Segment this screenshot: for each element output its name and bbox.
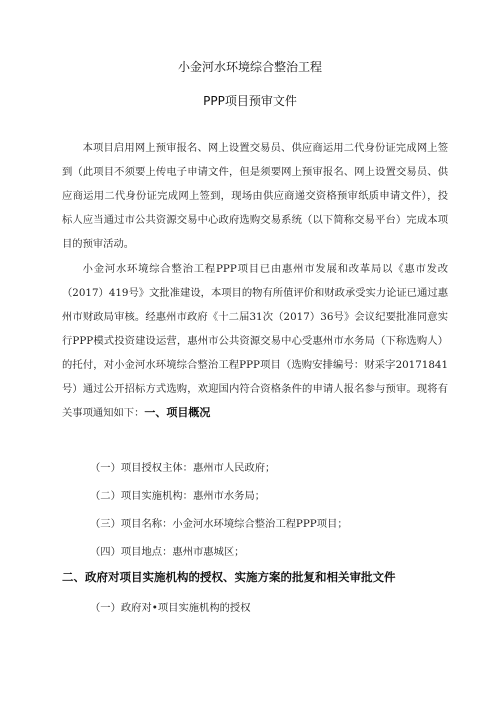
section-heading-authorization: 二、政府对项目实施机构的授权、实施方案的批复和相关审批文件 [62,570,396,584]
list-item-implementing-agency: （二）项目实施机构：惠州市水务局； [90,490,266,502]
list-item-government-authorization: （一）政府对•项目实施机构的授权 [90,602,251,614]
list-item-authorizing-body: （一）项目授权主体：惠州市人民政府； [90,462,276,474]
paragraph-announcement [62,257,448,425]
paragraph-intro: 本项目启用网上预审报名、网上设置交易员、供应商运用二代身份证完成网上签到（此项目不须要上传电子申请文件，但是须要网上预审报名、网上设置交易员、供应商运用二代身份证完成网上签到，现场由供应商递交资格预审纸质申请文件），投标人应当通过市公共资源交易中心政府选购交易系统（以下简称交易平台）完成本项目的预审活动。 [62,142,448,250]
document-subtitle: PPP项目预审文件 [203,94,297,108]
list-item-project-name: （三）项目名称：小金河水环境综合整治工程PPP项目； [90,518,348,530]
document-title: 小金河水环境综合整治工程 [177,60,322,74]
list-item-project-location: （四）项目地点：惠州市惠城区； [90,546,245,558]
paragraph-announcement-text: 小金河水环境综合整治工程PPP项目已由惠州市发展和改革局以《惠市发改（2017）419号》文批准建设，本项目的物有所值评价和财政承受实力论证已通过惠州市财政局审核。经惠州市政府《十二届31次（2017）36号》会议纪要批准同意实行PPP模式投资建设运营，惠州市公共资源交易中心受惠州市水务局（下称选购人）的托付，对小金河水环境综合整治工程PPP项目（选购安排编号：财采字20171841号）通过公开招标方式选购，欢迎国内符合资格条件的申请人报名参与预审。现将有关事项通知如下： [62,263,448,419]
section-heading-overview: 一、项目概况 [144,406,211,419]
